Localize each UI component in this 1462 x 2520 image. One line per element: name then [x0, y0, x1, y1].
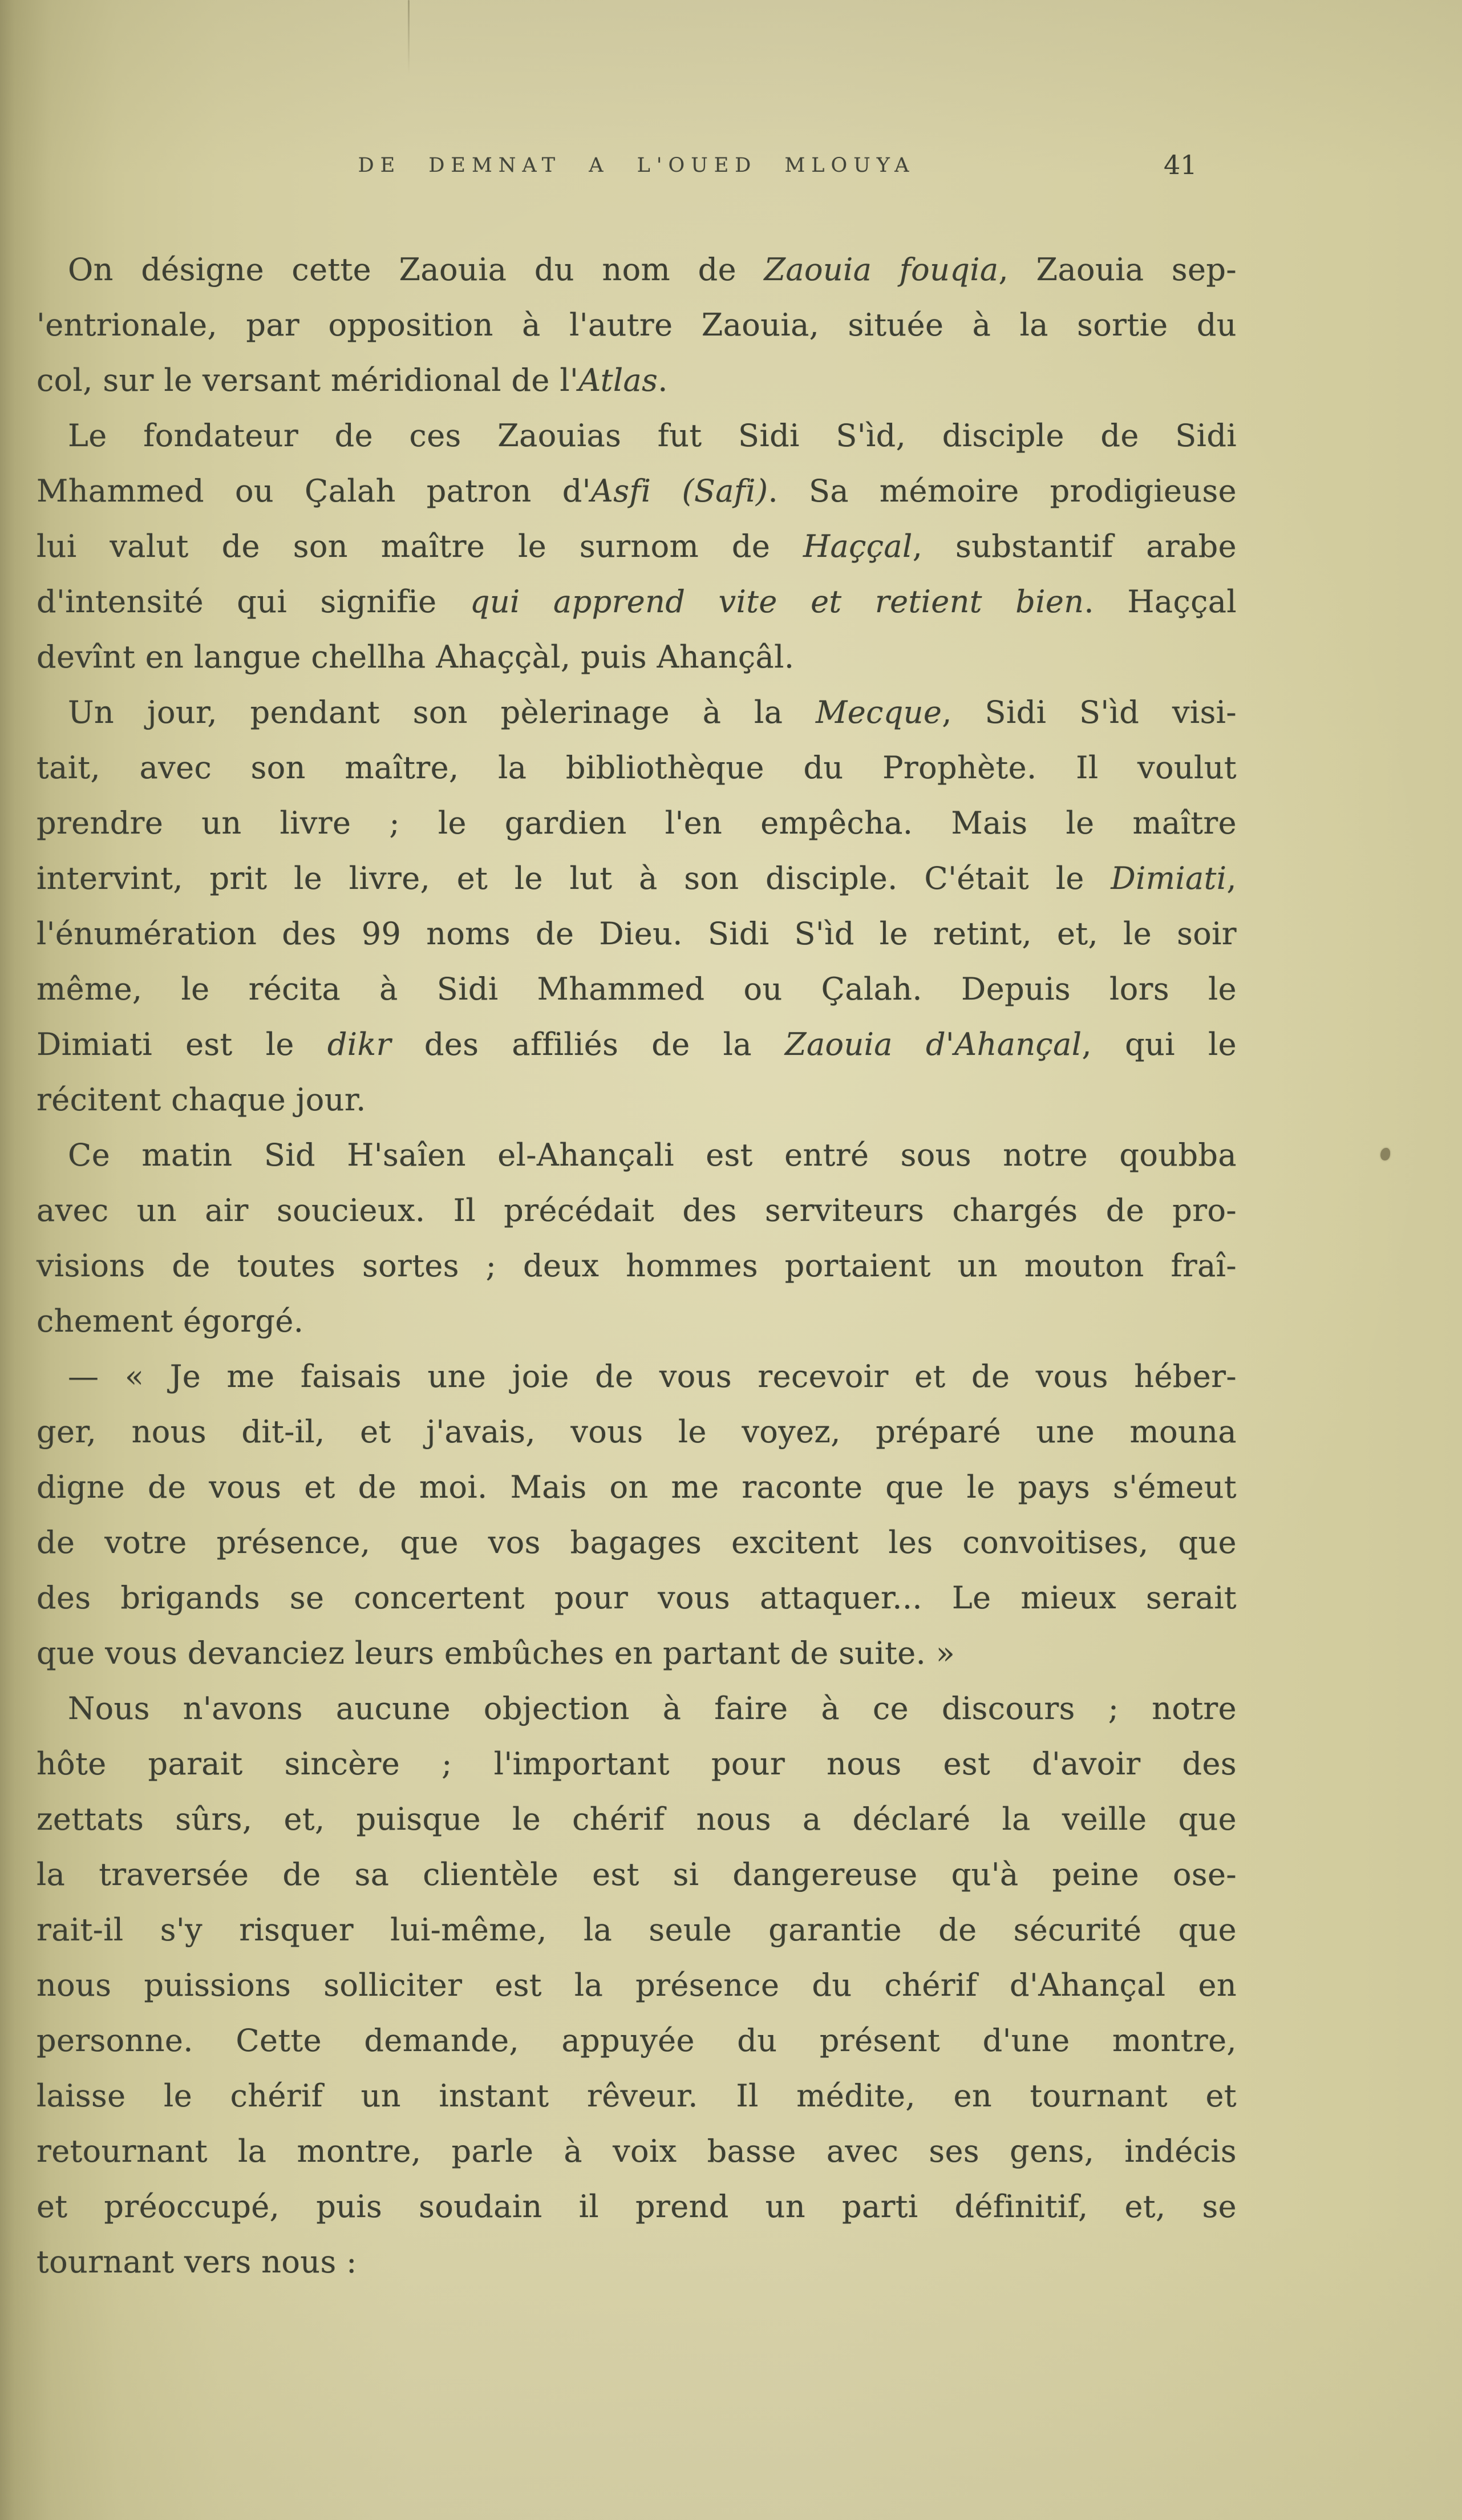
text-segment: ger, nous dit-il, et j'avais, vous le voyez, préparé une mouna	[37, 1414, 1237, 1450]
italic-text-segment: Asfi (Safi)	[590, 473, 768, 509]
text-segment: et préoccupé, puis soudain il prend un parti définitif, et, se	[37, 2189, 1237, 2224]
text-block	[37, 242, 1237, 2290]
text-line	[37, 1459, 1237, 1515]
text-segment: laisse le chérif un instant rêveur. Il médite, en tournant et	[37, 2078, 1237, 2114]
text-segment: rait-il s'y risquer lui-même, la seule garantie de sécurité que	[37, 1912, 1237, 1948]
text-line	[37, 961, 1237, 1017]
paragraph	[37, 1349, 1237, 1681]
text-segment: de votre présence, que vos bagages excitent les convoitises, que	[37, 1524, 1237, 1560]
italic-text-segment: Mecque	[816, 694, 942, 730]
paragraph	[37, 1681, 1237, 2290]
paragraph	[37, 685, 1237, 1127]
text-segment: des affiliés de la	[391, 1026, 785, 1062]
text-segment: même, le récita à Sidi Mhammed ou Çalah. Depuis lors le	[37, 971, 1237, 1007]
text-line	[37, 1791, 1237, 1847]
text-line	[37, 2234, 1237, 2290]
italic-text-segment: Atlas	[578, 362, 658, 398]
text-segment: que vous devanciez leurs embûches en partant de suite. »	[37, 1635, 955, 1671]
text-segment: digne de vous et de moi. Mais on me raconte que le pays s'émeut	[37, 1469, 1237, 1505]
text-segment: Dimiati est le	[37, 1026, 327, 1062]
text-line	[37, 519, 1237, 574]
text-segment: des brigands se concertent pour vous attaquer... Le mieux serait	[37, 1580, 1237, 1616]
text-line	[37, 1847, 1237, 1902]
italic-text-segment: Zaouia d'Ahançal	[785, 1026, 1082, 1062]
text-line	[37, 629, 1237, 685]
text-line	[37, 1957, 1237, 2013]
text-segment: , Zaouia sep-	[998, 252, 1237, 288]
paragraph	[37, 408, 1237, 685]
text-segment: récitent chaque jour.	[37, 1082, 366, 1118]
text-segment: prendre un livre ; le gardien l'en empêcha. Mais le maître	[37, 805, 1237, 841]
text-segment: On désigne cette Zaouia du nom de	[68, 252, 764, 288]
text-line	[37, 1404, 1237, 1459]
text-segment: , qui le	[1082, 1026, 1237, 1062]
text-segment: hôte parait sincère ; l'important pour nous est d'avoir des	[37, 1746, 1237, 1782]
paragraph	[37, 242, 1237, 408]
text-segment: avec un air soucieux. Il précédait des serviteurs chargés de pro-	[37, 1192, 1237, 1228]
text-line	[37, 1902, 1237, 1957]
ink-spot-artifact	[1380, 1148, 1390, 1160]
text-segment: chement égorgé.	[37, 1303, 304, 1339]
text-line	[37, 2068, 1237, 2123]
text-segment: tait, avec son maître, la bibliothèque du Prophète. Il voulut	[37, 750, 1237, 786]
text-line	[37, 2013, 1237, 2068]
text-segment: Nous n'avons aucune objection à faire à ce discours ; notre	[68, 1690, 1237, 1726]
text-segment: tournant vers nous :	[37, 2244, 357, 2280]
text-line	[37, 1293, 1237, 1349]
text-line	[37, 2179, 1237, 2234]
text-line	[37, 1515, 1237, 1570]
text-line	[37, 574, 1237, 629]
text-line	[37, 906, 1237, 961]
text-line	[37, 1238, 1237, 1293]
text-line	[37, 1127, 1237, 1183]
text-segment: nous puissions solliciter est la présence du chérif d'Ahançal en	[37, 1967, 1237, 2003]
text-segment: l'énumération des 99 noms de Dieu. Sidi S'ìd le retint, et, le soir	[37, 916, 1237, 952]
italic-text-segment: Haççal	[803, 528, 913, 564]
text-segment: Ce matin Sid H'saîen el-Ahançali est entré sous notre qoubba	[68, 1137, 1237, 1173]
text-segment: personne. Cette demande, appuyée du présent d'une montre,	[37, 2023, 1237, 2058]
text-line	[37, 297, 1237, 353]
text-line	[37, 685, 1237, 740]
text-line	[37, 740, 1237, 795]
text-line	[37, 242, 1237, 297]
text-segment: .	[658, 362, 668, 398]
scratch-artifact	[408, 0, 410, 74]
page-number: 41	[1164, 149, 1197, 180]
italic-text-segment: qui apprend vite et retient bien	[469, 584, 1084, 620]
text-segment: , Sidi S'ìd visi-	[942, 694, 1237, 730]
text-segment: Le fondateur de ces Zaouias fut Sidi S'ìd, disciple de Sidi	[68, 418, 1237, 454]
text-line	[37, 1681, 1237, 1736]
italic-text-segment: dikr	[327, 1026, 391, 1062]
text-segment: intervint, prit le livre, et le lut à son disciple. C'était le	[37, 860, 1111, 896]
text-segment: Un jour, pendant son pèlerinage à la	[68, 694, 816, 730]
text-line	[37, 1183, 1237, 1238]
text-segment: , substantif arabe	[912, 528, 1237, 564]
text-segment: lui valut de son maître le surnom de	[37, 528, 804, 564]
text-segment: . Sa mémoire prodigieuse	[768, 473, 1237, 509]
text-line	[37, 1349, 1237, 1404]
text-line	[37, 1017, 1237, 1072]
text-line	[37, 353, 1237, 408]
text-line	[37, 463, 1237, 519]
text-line	[37, 1736, 1237, 1791]
text-line	[37, 2123, 1237, 2179]
text-segment: 'entrionale, par opposition à l'autre Zaouia, située à la sortie du	[37, 307, 1237, 343]
text-segment: . Haççal	[1084, 584, 1237, 620]
text-segment: col, sur le versant méridional de l'	[37, 362, 579, 398]
text-line	[37, 1570, 1237, 1625]
italic-text-segment: Dimiati	[1111, 860, 1227, 896]
text-segment: retournant la montre, parle à voix basse avec ses gens, indécis	[37, 2133, 1237, 2169]
text-segment: ,	[1226, 860, 1237, 896]
paragraph	[37, 1127, 1237, 1349]
text-segment: zettats sûrs, et, puisque le chérif nous a déclaré la veille que	[37, 1801, 1237, 1837]
text-line	[37, 851, 1237, 906]
text-segment: visions de toutes sortes ; deux hommes portaient un mouton fraî-	[37, 1248, 1237, 1284]
text-line	[37, 1072, 1237, 1127]
text-segment: devînt en langue chellha Ahaççàl, puis Ahançâl.	[37, 639, 795, 675]
text-line	[37, 1625, 1237, 1681]
italic-text-segment: Zaouia fouqia	[764, 252, 999, 288]
text-segment: Mhammed ou Çalah patron d'	[37, 473, 591, 509]
text-segment: — « Je me faisais une joie de vous recevoir et de vous héber-	[68, 1358, 1237, 1394]
text-line	[37, 408, 1237, 463]
text-segment: d'intensité qui signifie	[37, 584, 470, 620]
running-head: DE DEMNAT A L'OUED MLOUYA	[358, 154, 916, 177]
text-segment: la traversée de sa clientèle est si dangereuse qu'à peine ose-	[37, 1856, 1237, 1892]
text-line	[37, 795, 1237, 851]
